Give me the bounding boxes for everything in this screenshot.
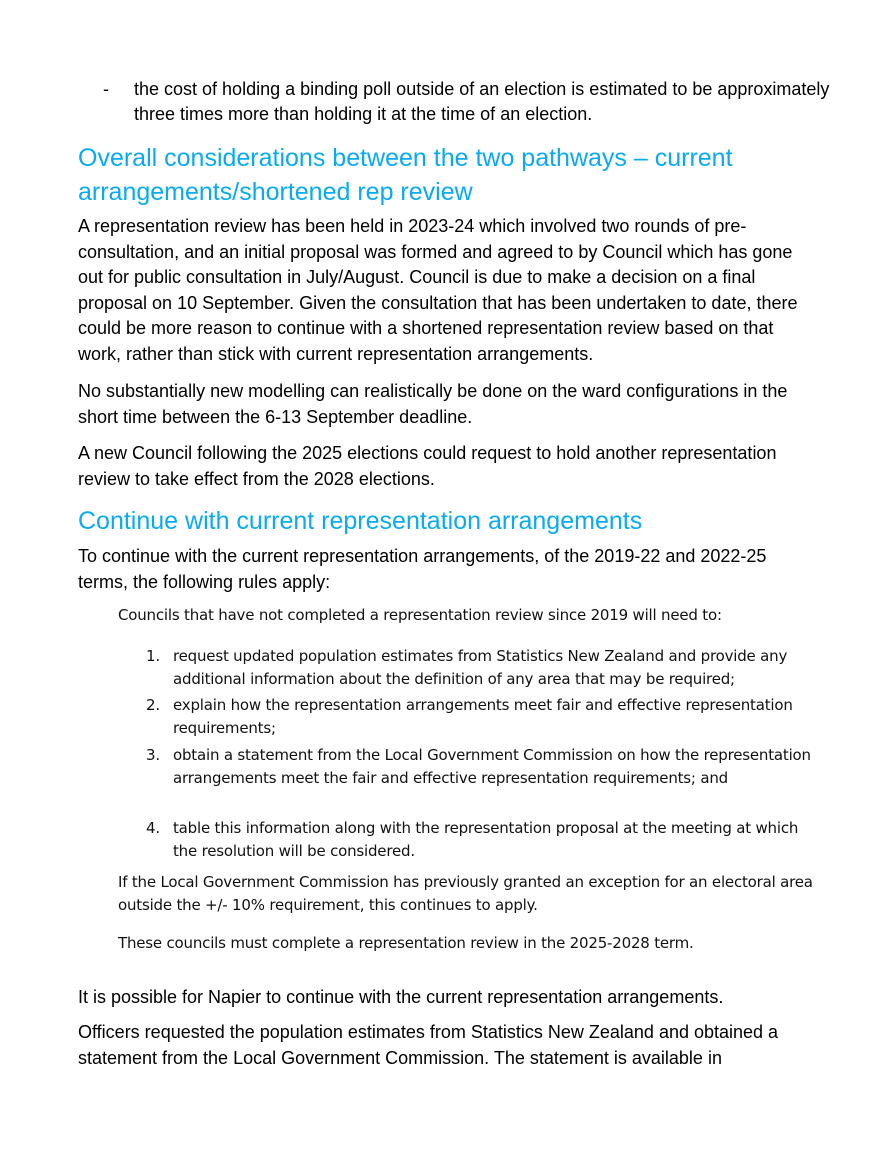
- quote-note: If the Local Government Commission has previously granted an exception for an electoral area outside the +/- 10% requirement, this continues to apply.: [118, 873, 813, 914]
- list-item-text: table this information along with the representation proposal at the meeting at which the resolution will be considered.: [173, 819, 799, 860]
- bullet-marker: -: [103, 79, 109, 99]
- paragraph-new-council: A new Council following the 2025 elections could request to hold another representation review to take effect from the 2028 elections.: [78, 443, 777, 489]
- quote-list-item: [146, 744, 818, 789]
- quote-lead: Councils that have not completed a representation review since 2019 will need to:: [118, 606, 722, 624]
- intro-bullet: [78, 77, 838, 127]
- list-item-text: obtain a statement from the Local Government Commission on how the representation arrangements meet the fair and effective representation requirements; and: [173, 746, 811, 787]
- list-item-text: request updated population estimates from Statistics New Zealand and provide any additional information about the definition of any area that may be required;: [173, 647, 788, 688]
- bullet-text: the cost of holding a binding poll outside of an election is estimated to be approximately three times more than holding it at the time of an election.: [134, 79, 830, 124]
- quote-list-item: [146, 645, 818, 690]
- paragraph-napier-possible: It is possible for Napier to continue with the current representation arrangements.: [78, 987, 724, 1007]
- section-heading-overall-considerations: Overall considerations between the two pathways – current arrangements/shortened rep review: [78, 144, 733, 206]
- paragraph-rules-intro: To continue with the current representation arrangements, of the 2019-22 and 2022-25 terms, the following rules apply:: [78, 546, 767, 592]
- paragraph-no-new-modelling: No substantially new modelling can realistically be done on the ward configurations in the short time between the 6-13 September deadline.: [78, 381, 788, 427]
- quote-closing: These councils must complete a representation review in the 2025-2028 term.: [118, 934, 694, 952]
- list-item-text: explain how the representation arrangements meet fair and effective representation requirements;: [173, 696, 793, 737]
- paragraph-representation-review: A representation review has been held in 2023-24 which involved two rounds of pre-consultation, and an initial proposal was formed and agreed to by Council which has gone out for public consultation in July/August. Council is due to make a decision on a final proposal on 10 September. Given the consultation that has been undertaken to date, there could be more reason to continue with a shortened representation review based on that work, rather than stick with current representation arrangements.: [78, 216, 798, 364]
- section-heading-continue-current: Continue with current representation arrangements: [78, 507, 643, 535]
- paragraph-officers-requested: Officers requested the population estimates from Statistics New Zealand and obtained a statement from the Local Government Commission. The statement is available in: [78, 1022, 779, 1068]
- list-number: 2.: [146, 696, 160, 714]
- quote-list-item: [146, 694, 818, 739]
- list-number: 1.: [146, 647, 160, 665]
- quote-list-item: [146, 817, 818, 862]
- list-number: 4.: [146, 819, 160, 837]
- list-number: 3.: [146, 746, 160, 764]
